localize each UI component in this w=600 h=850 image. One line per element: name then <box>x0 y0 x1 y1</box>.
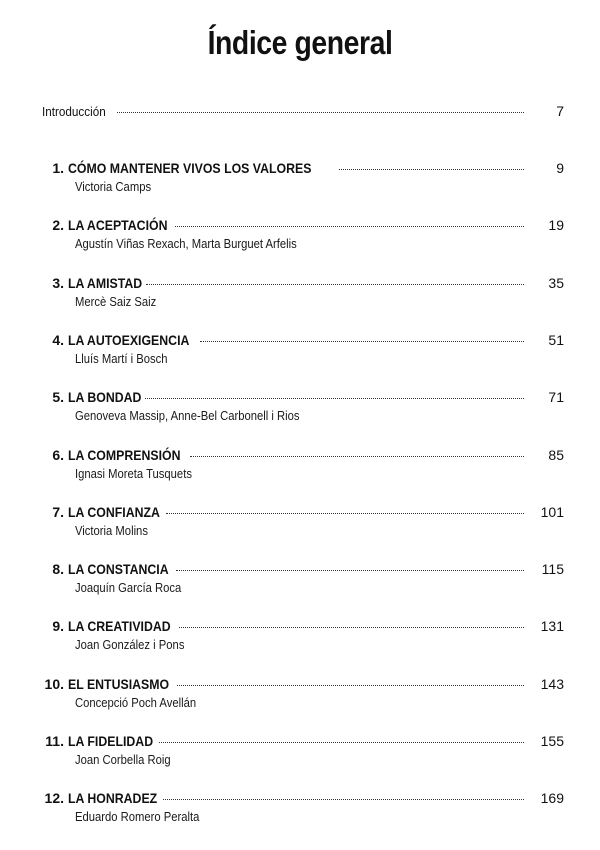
chapter-number: 12. <box>44 790 64 807</box>
chapter-title: CÓMO MANTENER VIVOS LOS VALORES <box>68 160 312 176</box>
dot-leader <box>117 112 524 113</box>
chapter-title: LA AMISTAD <box>68 274 143 291</box>
toc-entry[interactable] <box>0 217 600 267</box>
page-number: 169 <box>540 790 564 807</box>
toc-entry-line <box>0 389 564 405</box>
toc-entry-line <box>0 447 564 463</box>
dot-leader <box>339 169 524 170</box>
toc-entry[interactable] <box>0 618 600 668</box>
chapter-number: 8. <box>52 561 64 578</box>
toc-entry-line <box>0 561 564 577</box>
dot-leader <box>177 685 524 686</box>
chapter-title: LA CONSTANCIA <box>68 561 169 578</box>
toc-entry[interactable] <box>0 733 600 783</box>
toc-entry[interactable] <box>0 561 600 611</box>
toc-entry[interactable] <box>0 389 600 439</box>
chapter-author: Mercè Saiz Saiz <box>75 294 157 309</box>
chapter-author: Lluís Martí i Bosch <box>75 351 168 366</box>
dot-leader <box>200 341 524 342</box>
toc-entry-line <box>0 618 564 634</box>
chapter-author: Concepció Poch Avellán <box>75 695 197 710</box>
toc-entry-line <box>0 733 564 749</box>
chapter-number: 1. <box>52 160 64 176</box>
chapter-author: Ignasi Moreta Tusquets <box>75 466 192 481</box>
dot-leader <box>145 398 524 399</box>
chapter-author: Joan González i Pons <box>75 638 185 653</box>
chapter-title: LA ACEPTACIÓN <box>68 217 168 234</box>
chapter-author: Joan Corbella Roig <box>75 753 171 767</box>
page-number: 131 <box>540 618 564 635</box>
toc-intro-entry[interactable] <box>42 103 564 119</box>
page-number: 51 <box>548 331 564 348</box>
chapter-number: 9. <box>52 618 64 635</box>
dot-leader <box>176 570 524 571</box>
chapter-author: Agustín Viñas Rexach, Marta Burguet Arfelis <box>75 237 297 252</box>
page-number: 19 <box>548 217 564 234</box>
chapter-title: LA HONRADEZ <box>68 790 158 807</box>
page-number: 71 <box>548 389 564 406</box>
chapter-title: LA FIDELIDAD <box>68 733 154 749</box>
chapter-number: 2. <box>52 217 64 234</box>
toc-entry-line <box>0 160 564 176</box>
dot-leader <box>190 456 524 457</box>
dot-leader <box>179 627 524 628</box>
chapter-title: LA BONDAD <box>68 389 142 406</box>
toc-entry[interactable] <box>0 332 600 382</box>
toc-entry[interactable] <box>0 275 600 325</box>
toc-entry-line <box>0 217 564 233</box>
page-number: 35 <box>548 274 564 291</box>
chapter-number: 10. <box>44 675 64 692</box>
chapter-author: Joaquín García Roca <box>75 581 182 596</box>
toc-entry-line <box>0 275 564 291</box>
dot-leader <box>175 226 524 227</box>
toc-entry[interactable] <box>0 790 600 840</box>
page-number: 101 <box>540 503 564 520</box>
chapter-title: LA CONFIANZA <box>68 503 160 520</box>
chapter-number: 7. <box>52 503 64 520</box>
toc-entry[interactable] <box>0 676 600 726</box>
chapter-title: EL ENTUSIASMO <box>68 675 170 692</box>
dot-leader <box>166 513 524 514</box>
dot-leader <box>159 742 524 743</box>
chapter-title: LA AUTOEXIGENCIA <box>68 331 190 348</box>
page-number: 155 <box>540 733 564 749</box>
toc-entry-line <box>0 504 564 520</box>
chapter-number: 11. <box>45 733 64 749</box>
page-number: 85 <box>548 446 564 463</box>
dot-leader <box>163 799 524 800</box>
toc-entry-line <box>0 676 564 692</box>
chapter-number: 5. <box>52 389 64 406</box>
chapter-number: 6. <box>52 446 64 463</box>
toc-entry-line <box>0 790 564 806</box>
chapter-title: LA CREATIVIDAD <box>68 618 171 635</box>
page-number: 115 <box>541 561 564 578</box>
chapter-author: Victoria Molins <box>75 523 148 538</box>
chapter-number: 4. <box>52 331 64 348</box>
page-title: Índice general <box>207 24 393 61</box>
toc-entry-line <box>0 332 564 348</box>
chapter-author: Genoveva Massip, Anne-Bel Carbonell i Rios <box>75 409 300 424</box>
page-number: 7 <box>556 103 564 119</box>
intro-label: Introducción <box>42 104 106 119</box>
chapter-title: LA COMPRENSIÓN <box>68 446 181 463</box>
toc-entry[interactable] <box>0 160 600 210</box>
chapter-author: Victoria Camps <box>75 180 152 194</box>
page-number: 143 <box>540 675 564 692</box>
dot-leader <box>146 284 524 285</box>
chapter-author: Eduardo Romero Peralta <box>75 810 200 825</box>
toc-entry[interactable] <box>0 504 600 554</box>
chapter-number: 3. <box>52 274 64 291</box>
toc-entry[interactable] <box>0 447 600 497</box>
page-number: 9 <box>556 160 564 176</box>
